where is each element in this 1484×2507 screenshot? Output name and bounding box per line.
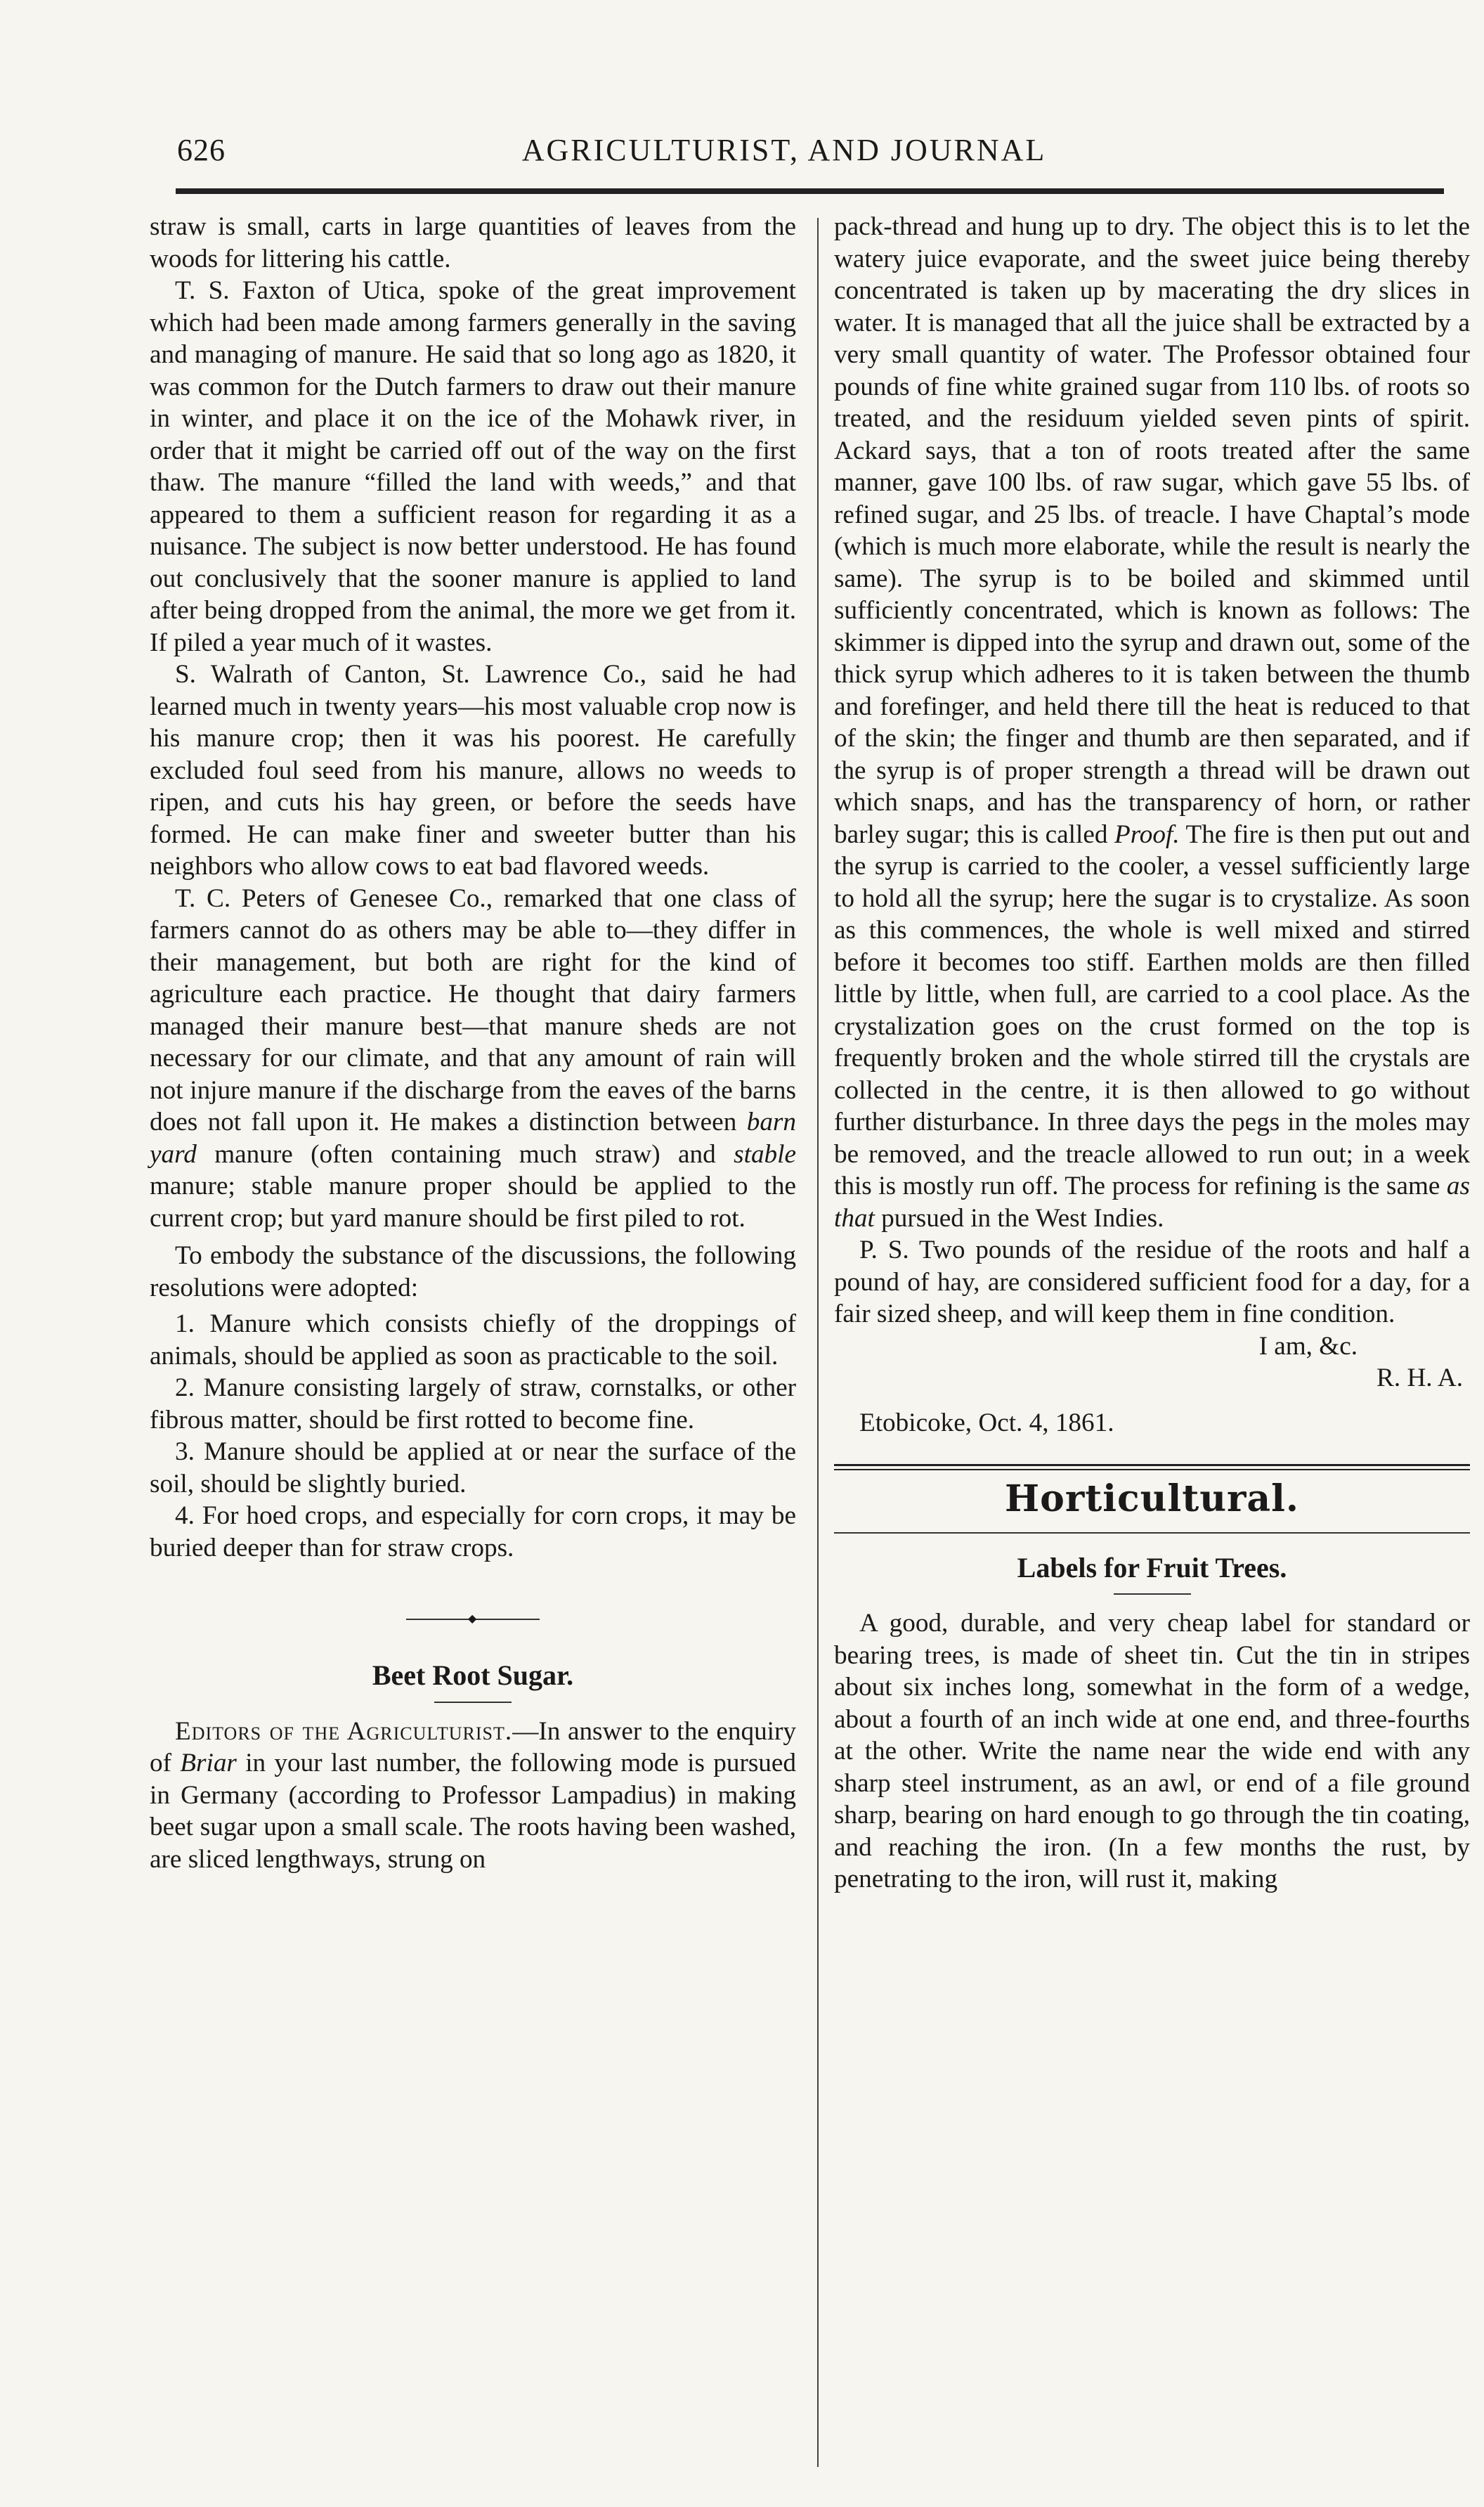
text-run: in your last number, the following mode is pursued in Germany (according to Professor Lampadius) in making beet sugar upon a small scale. The roots having been washed, are sliced lengthways, strung on (150, 1749, 796, 1874)
author-initials: R. H. A. (1376, 1363, 1463, 1392)
page-number: 626 (177, 133, 226, 167)
resolution-4: 4. For hoed crops, and especially for corn crops, it may be buried deeper than for straw crops. (150, 1501, 796, 1562)
emphasis-barn-yard: barn yard (150, 1108, 796, 1169)
department-title-horticultural: Horticultural. (1005, 1477, 1299, 1520)
ornament-divider (406, 1613, 540, 1625)
emphasis-as-that: as that (834, 1172, 1470, 1233)
paragraph: straw is small, carts in large quantities of leaves from the woods for littering his cattle. (150, 212, 796, 273)
left-column (150, 211, 796, 1875)
text-run: T. C. Peters of Genesee Co., remarked that one class of farmers cannot do as others may be able to—they differ in their management, but both are right for the kind of agriculture each practice. He thought that dairy farmers managed their manure best—that manure sheds are not necessary for our climate, and that any amount of rain will not injure manure if the discharge from the eaves of the barns does not fall upon it. He makes a distinction between (150, 883, 796, 1136)
text-run: —In answer to the enquiry of (150, 1716, 796, 1777)
paragraph-labels: A good, durable, and very cheap label for standard or bearing trees, is made of sheet tin. Cut the tin in stripes about six inches long, somewhat in the form of a wedge, about a fourth of an inch wide at one end, and three-fourths at the other. Write the name near the wide end with any sharp steel instrument, as an awl, or end of a file ground sharp, bearing on hard enough to go through the tin coating, and reaching the iron. (In a few months the rust, by penetrating to the iron, will rust it, making (834, 1609, 1470, 1893)
text-run: manure (often containing much straw) and (196, 1139, 734, 1169)
department-rule (834, 1532, 1470, 1534)
paragraph-faxton: T. S. Faxton of Utica, spoke of the great improvement which had been made among farmers generally in the saving and managing of manure. He said that so long ago as 1820, it was common for the Dutch farmers to draw out their manure in winter, and place it on the ice of the Mohawk river, in order that it might be carried off out of the way on the first thaw. The manure “filled the land with weeds,” and that appeared to them a sufficient reason for regarding it as a nuisance. The subject is now better understood. He has found out conclusively that the sooner manure is applied to land after being dropped from the animal, the more we get from it. If piled a year much of it wastes. (150, 276, 796, 657)
signoff: I am, &c. (1258, 1331, 1358, 1361)
diamond-icon: ◆ (468, 1613, 477, 1625)
text-run: The fire is then put out and the syrup is carried to the cooler, a vessel sufficiently large to hold all the syrup; here the sugar is to crystalize. As soon as this commences, the whole is well mixed and stirred before it becomes too stiff. Earthen molds are then filled little by little, when full, are carried to a cool place. As the crystalization goes on the crust formed on the top is frequently broken and the whole stirred till the crystals are collected in the centre, it is then allowed to go without further disturbance. In three days the pegs in the moles may be removed, and the treacle allowed to run out; in a week this is mostly run off. The process for refining is the same (834, 820, 1470, 1200)
paragraph-resolutions-intro: To embody the substance of the discussions, the following resolutions were adopted: (150, 1241, 796, 1302)
paragraph-walrath: S. Walrath of Canton, St. Lawrence Co., said he had learned much in twenty years—his most valuable crop now is his manure crop; then it was his poorest. He carefully excluded foul seed from his manure, allows no weeds to ripen, and cuts his hay green, or before the seeds have formed. He can make finer and sweeter butter than his neighbors who allow cows to eat bad flavored weeds. (150, 660, 796, 881)
paragraph-beet-continued (834, 211, 1470, 1234)
title-rule (434, 1702, 512, 1703)
header-rule (176, 188, 1444, 194)
emphasis-briar: Briar (180, 1749, 237, 1777)
salutation: Editors of the Agriculturist. (175, 1716, 513, 1746)
resolution-1: 1. Manure which consists chiefly of the droppings of animals, should be applied as soon as practicable to the soil. (150, 1309, 796, 1371)
dateline: Etobicoke, Oct. 4, 1861. (859, 1408, 1114, 1437)
right-column (834, 211, 1470, 1896)
column-divider (817, 218, 819, 2467)
text-run: pack-thread and hung up to dry. The object this is to let the watery juice evaporate, and the sweet juice being thereby concentrated is taken up by macerating the dry slices in water. It is managed that all the juice shall be extracted by a very small quantity of water. The Professor obtained four pounds of fine white grained sugar from 110 lbs. of roots so treated, and the residuum yielded seven pints of spirit. Ackard says, that a ton of roots treated after the same manner, gave 100 lbs. of raw sugar, which gave 55 lbs. of refined sugar, and 25 lbs. of treacle. I have Chaptal’s mode (which is much more elaborate, while the result is nearly the same). The syrup is to be boiled and skimmed until sufficiently concentrated, which is known as follows: The skimmer is dipped into the syrup and drawn out, some of the thick syrup which adheres to it is taken between the thumb and forefinger, and held there till the heat is reduced to that of the skin; the finger and thumb are then separated, and if the syrup is of proper strength a thread will be drawn out which snaps, and has the transparency of horn, or rather barley sugar; this is called (834, 212, 1470, 849)
title-rule (1114, 1593, 1191, 1595)
section-title-beet-root-sugar: Beet Root Sugar. (372, 1659, 574, 1691)
text-run: manure; stable manure proper should be applied to the current crop; but yard manure should be first piled to rot. (150, 1172, 796, 1233)
resolution-3: 3. Manure should be applied at or near the surface of the soil, should be slightly buried. (150, 1437, 796, 1498)
running-title: AGRICULTURIST, AND JOURNAL (521, 133, 1047, 167)
paragraph-postscript: P. S. Two pounds of the residue of the roots and half a pound of hay, are considered sufficient food for a day, for a fair sized sheep, and will keep them in fine condition. (834, 1236, 1470, 1328)
emphasis-stable: stable (734, 1139, 796, 1169)
paragraph-beet-sugar (150, 1716, 796, 1876)
emphasis-proof: Proof. (1114, 820, 1180, 849)
paragraph-peters (150, 883, 796, 1235)
section-title-labels: Labels for Fruit Trees. (1017, 1551, 1287, 1583)
section-double-rule (834, 1464, 1470, 1470)
resolution-2: 2. Manure consisting largely of straw, cornstalks, or other fibrous matter, should be first rotted to become fine. (150, 1373, 796, 1434)
text-run: pursued in the West Indies. (874, 1203, 1164, 1233)
